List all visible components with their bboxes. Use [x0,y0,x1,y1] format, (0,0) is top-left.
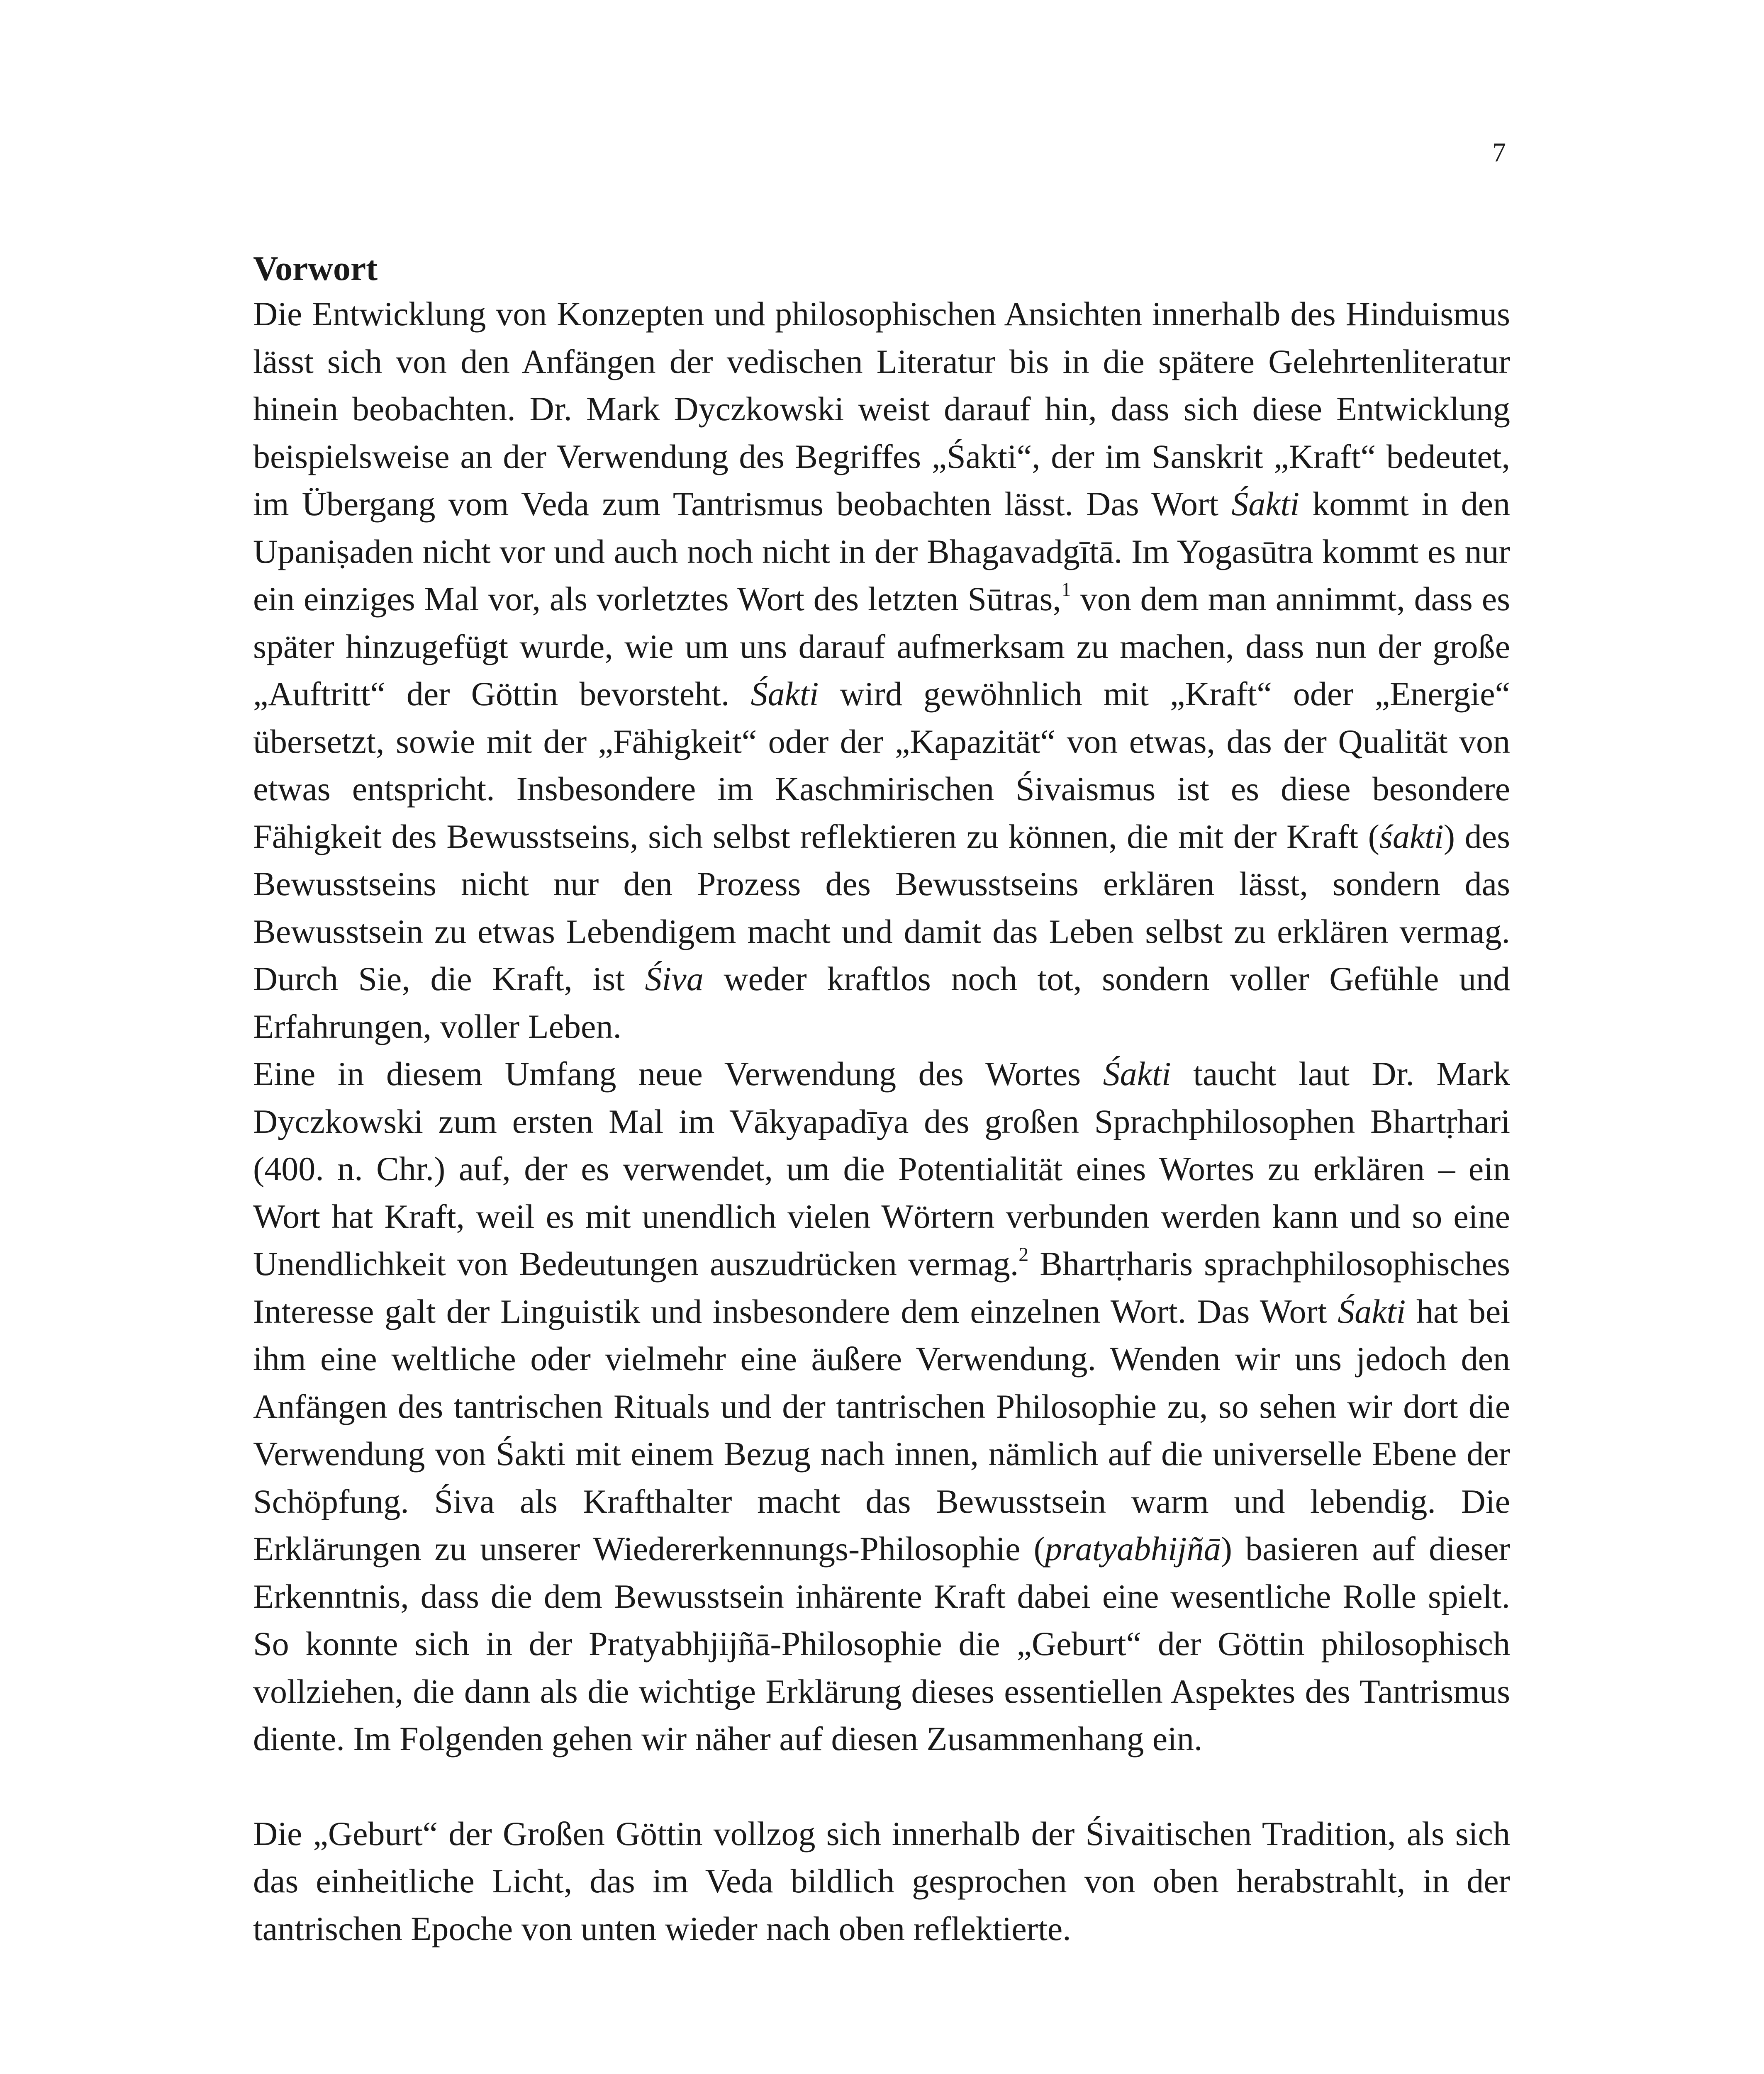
text-run: weder kraftlos noch tot, sondern voller Gefühle und Erfahrungen, voller Leben. [253,960,1510,1045]
italic-term: Śakti [1231,485,1300,523]
italic-term: śakti [1379,817,1444,855]
text-run: Bhartṛharis sprachphilosophisches Interesse galt der Linguistik und insbesondere dem einzelnen Wort. Das Wort [253,1245,1510,1330]
paragraph-1 [253,290,1510,1050]
section-heading: Vorwort [253,249,378,288]
main-text [253,247,1510,1952]
text-run: ) basieren auf dieser Erkenntnis, dass die dem Bewusstsein inhärente Kraft dabei eine wesentliche Rolle spielt. So konnte sich in der Pratyabhjijñā-Philosophie die „Geburt“ der Göttin philosophisch vollziehen, die dann als die wichtige Erklärung dieses essentiellen Aspektes des Tantrismus diente. Im Folgenden gehen wir näher auf diesen Zusammenhang ein. [253,1530,1510,1758]
footnote-ref-1[interactable]: 1 [1061,579,1071,601]
text-run: Eine in diesem Umfang neue Verwendung des Wortes [253,1055,1103,1093]
text-run: hat bei ihm eine weltliche oder vielmehr eine äußere Verwendung. Wenden wir uns jedoch den Anfängen des tantrischen Rituals und der tantrischen Philosophie zu, so sehen wir dort die Verwendung von Śakti mit einem Bezug nach innen, nämlich auf die universelle Ebene der Schöpfung. Śiva als Krafthalter macht das Bewusstsein warm und lebendig. Die Erklärungen zu unserer Wiedererkennungs-Philosophie ( [253,1292,1510,1568]
text-run: Die Entwicklung von Konzepten und philosophischen Ansichten innerhalb des Hinduismus lässt sich von den Anfängen der vedischen Literatur bis in die spätere Gelehrtenliteratur hinein beobachten. Dr. Mark Dyczkowski weist darauf hin, dass sich diese Entwicklung beispielsweise an der Verwendung des Begriffes „Śakti“, der im Sanskrit „Kraft“ bedeutet, im Übergang vom Veda zum Tantrismus beobachten lässt. Das Wort [253,295,1510,523]
italic-term: pratyabhijñā [1045,1530,1221,1568]
italic-term: Śiva [645,960,704,998]
italic-term: Śakti [1103,1055,1171,1093]
paragraph-3 [253,1810,1510,1953]
text-run: kommt in den Upaniṣaden nicht vor und auch noch nicht in der Bhagavadgītā. Im Yogasūtra kommt es nur ein einziges Mal vor, als vorletztes Wort des letzten Sūtras, [253,485,1510,618]
page-number: 7 [1492,137,1506,168]
text-run: Die „Geburt“ der Großen Göttin vollzog sich innerhalb der Śivaitischen Tradition, als sich das einheitliche Licht, das im Veda bildlich gesprochen von oben herabstrahlt, in der tantrischen Epoche von unten wieder nach oben reflektierte. [253,1814,1510,1947]
paragraph-2 [253,1050,1510,1763]
italic-term: Śakti [750,675,819,713]
text-run: wird gewöhnlich mit „Kraft“ oder „Energie“ übersetzt, sowie mit der „Fähigkeit“ oder der „Kapazität“ von etwas, das der Qualität von etwas entspricht. Insbesondere im Kaschmirischen Śivaismus ist es diese besondere Fähigkeit des Bewusstseins, sich selbst reflektieren zu können, die mit der Kraft ( [253,675,1510,855]
text-run: ) des Bewusstseins nicht nur den Prozess des Bewusstseins erklären lässt, sondern das Bewusstsein zu etwas Lebendigem macht und damit das Leben selbst zu erklären vermag. Durch Sie, die Kraft, ist [253,817,1510,998]
italic-term: Śakti [1338,1292,1406,1330]
text-run: von dem man annimmt, dass es später hinzugefügt wurde, wie um uns darauf aufmerksam zu machen, dass nun der große „Auftritt“ der Göttin bevorsteht. [253,580,1511,713]
footnote-ref-2[interactable]: 2 [1018,1244,1029,1266]
text-run: taucht laut Dr. Mark Dyczkowski zum ersten Mal im Vākyapadīya des großen Sprachphilosophen Bhartṛhari (400. n. Chr.) auf, der es verwendet, um die Potentialität eines Wortes zu erklären – ein Wort hat Kraft, weil es mit unendlich vielen Wörtern verbunden werden kann und so eine Unendlichkeit von Bedeutungen auszudrücken vermag. [253,1055,1510,1283]
